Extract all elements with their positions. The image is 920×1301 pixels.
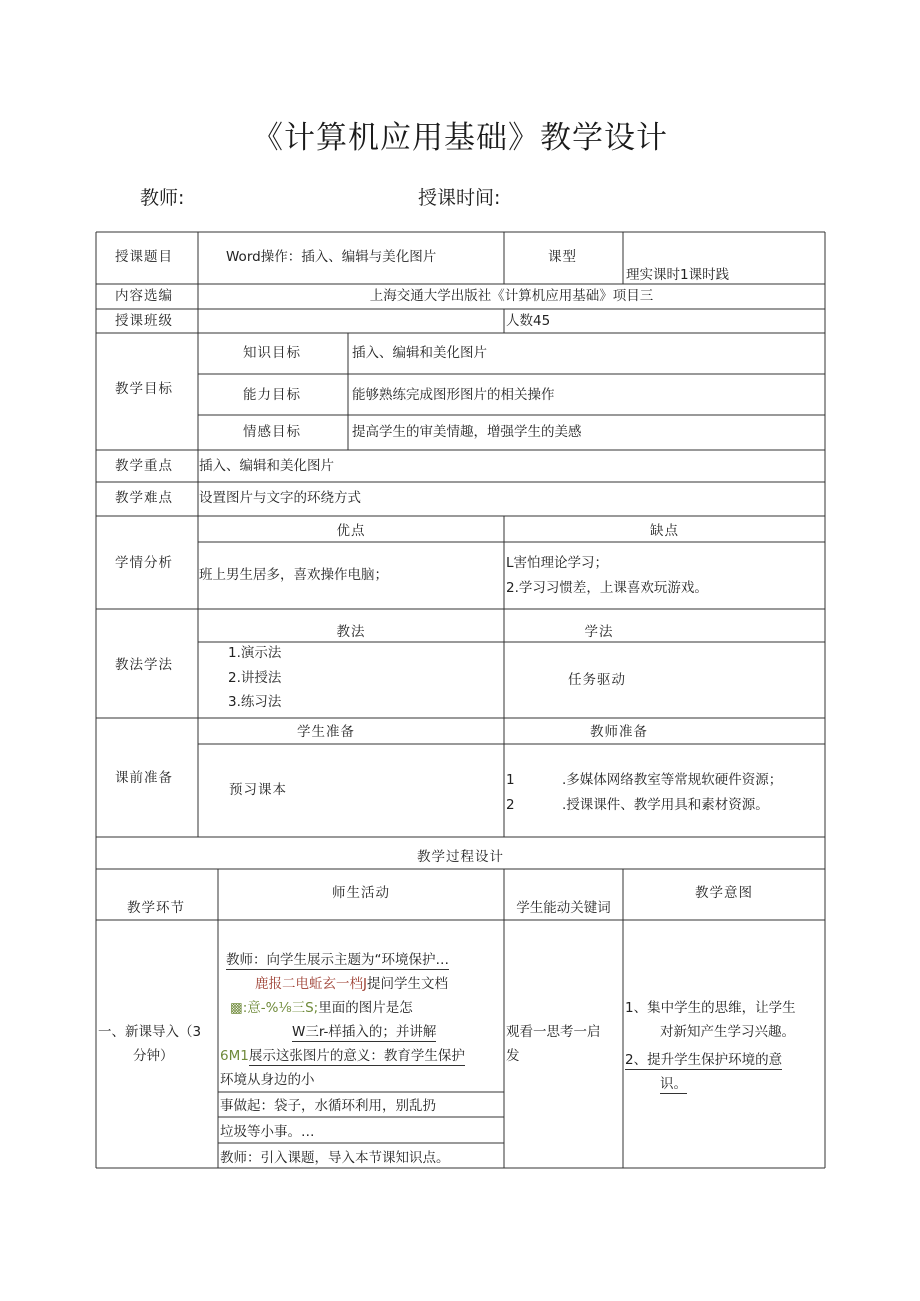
- objective-name: 知识目标: [243, 345, 301, 361]
- activity-line: 环境从身边的小: [220, 1072, 315, 1088]
- keywords-value: 观看一思考一启: [506, 1024, 601, 1040]
- objective-name: 情感目标: [243, 424, 301, 440]
- teach-header: 教法: [336, 624, 366, 640]
- type-value: 理实课时1课时践: [626, 267, 730, 283]
- activity-line: 教师：向学生展示主题为“环境保护…: [226, 952, 449, 968]
- teach-item: 1.演示法: [228, 645, 282, 661]
- type-label: 课型: [548, 249, 577, 265]
- content-label: 内容选编: [115, 288, 173, 304]
- intent-line: 识。: [660, 1076, 687, 1092]
- class-label: 授课班级: [115, 313, 173, 329]
- activity-line: 6M1展示这张图片的意义：教育学生保护: [220, 1048, 465, 1064]
- cons-item: L害怕理论学习；: [506, 555, 609, 571]
- activity-line: W三r-样插入的；并讲解: [292, 1024, 437, 1040]
- difficulty-label: 教学难点: [115, 490, 173, 506]
- learn-value: 任务驱动: [568, 672, 626, 688]
- stage-name: 一、新课导入（3: [98, 1024, 202, 1040]
- objective-name: 能力目标: [243, 387, 301, 403]
- activity-header: 师生活动: [332, 885, 390, 901]
- teach-item: 3.练习法: [228, 694, 282, 710]
- intent-line: 对新知产生学习兴趣。: [660, 1024, 795, 1040]
- difficulty-value: 设置图片与文字的环绕方式: [199, 490, 361, 506]
- methods-label: 教法学法: [115, 657, 173, 673]
- document-title: 《计算机应用基础》教学设计: [252, 120, 668, 156]
- stage-header: 教学环节: [127, 900, 185, 916]
- keywords-header: 学生能动关键词: [516, 900, 611, 916]
- topic-value: Word操作：插入、编辑与美化图片: [226, 249, 437, 265]
- teacher-prep-number: 2: [506, 797, 515, 813]
- learn-header: 学法: [584, 624, 614, 640]
- preparation-label: 课前准备: [115, 770, 173, 786]
- intent-line: 1、集中学生的思维，让学生: [625, 1000, 796, 1016]
- process-title: 教学过程设计: [417, 849, 504, 865]
- topic-label: 授课题目: [115, 249, 173, 265]
- focus-value: 插入、编辑和美化图片: [199, 458, 334, 474]
- teacher-label: 教师:: [140, 187, 185, 209]
- content-value: 上海交通大学出版社《计算机应用基础》项目三: [369, 288, 654, 304]
- focus-label: 教学重点: [115, 458, 173, 474]
- student-prep-value: 预习课本: [229, 782, 287, 798]
- pros-value: 班上男生居多，喜欢操作电脑；: [199, 567, 388, 583]
- activity-line: 鹿报二电蚯玄一档J提问学生文档: [255, 976, 448, 992]
- activity-line: 事做起：袋子，水循环利用，别乱扔: [220, 1098, 436, 1114]
- teach-item: 2.讲授法: [228, 670, 282, 686]
- objective-value: 提高学生的审美情趣，增强学生的美感: [352, 424, 582, 440]
- teacher-prep-header: 教师准备: [590, 724, 648, 740]
- activity-line: 教师：引入课题，导入本节课知识点。: [220, 1150, 450, 1166]
- objective-value: 能够熟练完成图形图片的相关操作: [352, 387, 555, 403]
- intent-line: 2、提升学生保护环境的意: [625, 1052, 783, 1068]
- stage-duration: 分钟）: [133, 1048, 174, 1064]
- pros-header: 优点: [336, 523, 366, 539]
- keywords-value: 发: [506, 1048, 520, 1064]
- objective-value: 插入、编辑和美化图片: [352, 345, 487, 361]
- objectives-label: 教学目标: [115, 381, 173, 397]
- intent-header: 教学意图: [695, 885, 753, 901]
- analysis-label: 学情分析: [115, 555, 173, 571]
- time-label: 授课时间:: [418, 187, 501, 209]
- class-count: 人数45: [506, 313, 551, 329]
- teacher-prep-item: .授课课件、教学用具和素材资源。: [562, 797, 769, 813]
- student-prep-header: 学生准备: [297, 724, 355, 740]
- cons-item: 2.学习习惯差，上课喜欢玩游戏。: [506, 580, 708, 596]
- activity-line: ▩:意-%⅛三S;里面的图片是怎: [230, 1000, 413, 1016]
- teacher-prep-item: .多媒体网络教室等常规软硬件资源；: [562, 772, 783, 788]
- cons-header: 缺点: [650, 523, 679, 539]
- teacher-prep-number: 1: [506, 772, 515, 788]
- activity-line: 垃圾等小事。…: [220, 1124, 315, 1140]
